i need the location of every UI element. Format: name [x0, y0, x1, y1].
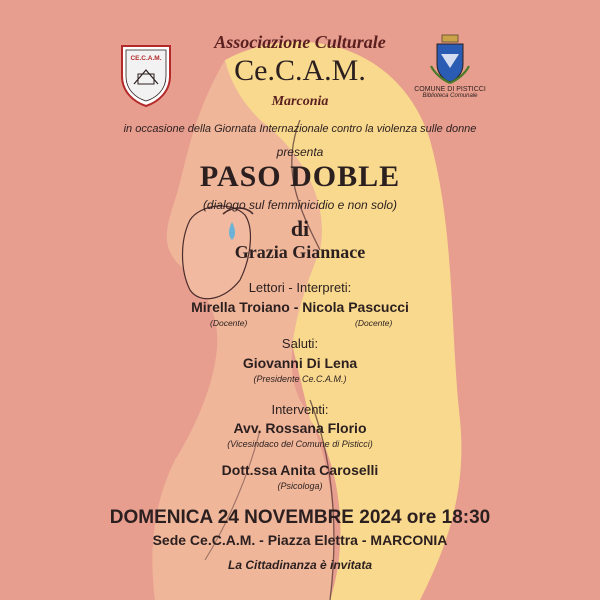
association-line: Associazione Culturale [214, 32, 386, 52]
org-name: Ce.C.A.M. [234, 54, 366, 87]
location-name: Marconia [271, 94, 329, 109]
readers-heading: Lettori - Interpreti: [248, 280, 352, 295]
greetings-role: (Presidente Ce.C.A.M.) [253, 374, 347, 384]
library-label: Biblioteca Comunale [422, 93, 478, 99]
speaker1-name: Avv. Rossana Florio [233, 420, 367, 436]
greetings-heading: Saluti: [281, 336, 319, 351]
author-name: Grazia Giannace [234, 242, 366, 262]
pisticci-label: COMUNE DI PISTICCI [414, 86, 486, 93]
speaker2-role: (Psicologa) [277, 481, 323, 491]
occasion-text: in occasione della Giornata Internazionale contro la violenza sulle donne [123, 123, 477, 135]
event-venue: Sede Ce.C.A.M. - Piazza Elettra - MARCONIA [152, 532, 448, 548]
event-date-time: DOMENICA 24 NOVEMBRE 2024 ore 18:30 [109, 507, 491, 528]
author-prefix: di [290, 216, 310, 241]
speaker1-role: (Vicesindaco del Comune di Pisticci) [227, 439, 373, 449]
greetings-name: Giovanni Di Lena [242, 355, 358, 371]
speaker2-name: Dott.ssa Anita Caroselli [221, 462, 379, 478]
cecam-logo-text: CE.C.A.M. [130, 55, 162, 62]
presents-text: presenta [276, 145, 324, 159]
reader2-role: (Docente) [355, 318, 393, 328]
event-title: PASO DOBLE [199, 160, 401, 193]
event-subtitle: (dialogo sul femminicidio e non solo) [202, 198, 398, 212]
invitation-text: La Cittadinanza è invitata [227, 558, 373, 572]
reader1-role: (Docente) [210, 318, 248, 328]
readers-names: Mirella Troiano - Nicola Pascucci [191, 299, 409, 315]
interventions-heading: Interventi: [271, 402, 329, 417]
